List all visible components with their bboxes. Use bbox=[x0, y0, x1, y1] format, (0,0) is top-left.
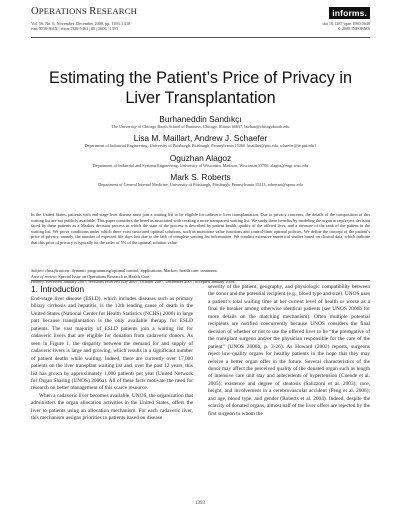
body-column-right bbox=[208, 284, 370, 418]
issn-line: issn 0030-364X | eissn 1526-5463 | 08 | 5606 | 1393 bbox=[31, 26, 118, 32]
area-text: : Special Issue on Operations Research in Health Care. bbox=[55, 273, 151, 279]
area-label: Area of review bbox=[31, 273, 56, 279]
author-affiliation: Department of Industrial Engineering, University of Pittsburgh, Pittsburgh, Pennsylvania 15260 {maillart@pitt.edu, schaefer@ie.pitt.edu} bbox=[84, 143, 317, 149]
body-paragraph: severity of the patient, geography, and physiologic compatibility between the donor and the potential recipient (e.g., blood type and size). UNOS uses a patient’s total waiting time at her current level of health or worse as a final tie breaker among otherwise identical patients (see UNOS 2006b for more details on the matching mechanism). Often multiple potential recipients are notified concurrently because UNOS considers the final decision of whether or not to use the offered liver to be “the prerogative of the transplant surgeon and/or the physician responsible for the care of the patient” (UNOS 2006b, p. 3-26). As Howard (2002) reports, surgeons reject low-quality organs for healthy patients in the hope that they may receive a better organ offer in the future. Several characteristics of the donor may affect the perceived quality of the donated organ such as length of intensive care unit stay and antecedents of hypertension (Cuende et al. 2005); existence and degree of steatosis (Salizzoni et al. 2003); race, height, and involvement in a cerebrovascular accident (Feng et al. 2006); and age, blood type, and gender (Roberts et al. 2004). Indeed, despite the scarcity of donated organs, almost half of the liver offers are rejected by the first surgeon to whom the bbox=[208, 284, 370, 417]
journal-name-part2: ESEARCH bbox=[96, 6, 138, 16]
history-label: History bbox=[31, 279, 44, 285]
journal-meta-right bbox=[210, 21, 370, 32]
journal-initial-r: R bbox=[89, 6, 97, 17]
abstract bbox=[31, 212, 370, 245]
journal-name-part1: PERATIONS bbox=[38, 6, 90, 16]
author-name: Oguzhan Alagoz bbox=[169, 152, 232, 163]
author-name: Burhaneddin Sandıkçı bbox=[159, 114, 242, 124]
author-block bbox=[31, 153, 370, 168]
author-block bbox=[31, 114, 370, 129]
body-paragraph: When a cadaveric liver becomes available, UNOS, the organization that administers the organ allocation activities in the United States, offers the liver to patients using an allocation mechanism. For each cadaveric liver, this mechanism assigns priorities to patients based on disease bbox=[31, 392, 193, 422]
keywords-block bbox=[31, 268, 370, 285]
history-text: : Received January 2007; revisions received July 2007, October 2007, December 2007; accepted January 2008. bbox=[43, 279, 236, 285]
journal-meta-left bbox=[31, 21, 211, 32]
author-name: Lisa M. Maillart, Andrew J. Schaefer bbox=[133, 133, 268, 144]
abstract-rule bbox=[31, 280, 370, 281]
abstract-text: In the United States, patients with end-stage liver disease must join a waiting list to be eligible for cadaveric liver transplantation. Due to privacy concerns, the details of the composition of this waiting list are not publicly available. This paper considers the benefits associated with creating a more transparent waiting list. We study these benefits by modeling the organ accept/reject decision faced by these patients as a Markov decision process in which the state of the process is described by patient health, quality of the offered liver, and a measure of the rank of the patient in the waiting list. We prove conditions under which there exist structured optimal solutions, such as monotone value functions and control-limit optimal policies. We define the concept of the patient’s price of privacy, namely, the number of expected life days lost due to the lack of complete waiting list information. We conduct extensive numerical studies based on clinical data, which indicate that this price of privacy is typically on the order of 5% of the optimal solution value. bbox=[31, 212, 370, 245]
body-column-left bbox=[31, 296, 193, 423]
informs-logo: informs. bbox=[329, 7, 370, 19]
section-heading: 1. Introduction bbox=[31, 284, 85, 294]
volume-line: Vol. 56, No. 6, November–December 2008, pp. 1393–1410 bbox=[31, 21, 131, 26]
copyright-line: © 2008 INFORMS bbox=[337, 26, 370, 32]
author-affiliation: Department of Industrial and Systems Engineering, University of Wisconsin, Madison, Wisconsin 53706, alagoz@engr.wisc.edu bbox=[92, 162, 309, 168]
author-list bbox=[31, 114, 370, 192]
page-number: 1393 bbox=[195, 501, 205, 506]
subject-text: : dynamic programming/optimal control: applications, Markov; health care: treatment. bbox=[69, 268, 218, 273]
body-paragraph: End-stage liver disease (ESLD), which includes diseases such as primary biliary cirrhosis and hepatitis, is the 12th leading cause of death in the United States (National Center for Health Statistics (NCHS) 2006) in large part because transplantation is the only available therapy for ESLD patients. The vast majority of ESLD patients join a waiting list for cadaveric livers that are eligible for donation from cadaveric donors. As seen in Figure 1, the disparity between the demand for and supply of cadaveric livers is large and growing, which results in a significant number of patient deaths while waiting. Indeed, there are currently over 17,000 patients on the liver transplant waiting list and, over the past 12 years, this list has grown by approximately 1,000 patients per year (United Network for Organ Sharing (UNOS) 2006a). All of these facts motivate the need for research on better management of this scarce resource. bbox=[31, 296, 193, 392]
subject-label: Subject classifications bbox=[31, 268, 70, 273]
author-block bbox=[31, 172, 370, 187]
author-name: Mark S. Roberts bbox=[170, 172, 231, 183]
paper-title: Estimating the Patient’s Price of Privacy in Liver Transplantation bbox=[49, 69, 352, 107]
journal-name bbox=[31, 6, 137, 17]
journal-initial-o: O bbox=[31, 6, 39, 17]
header-rule bbox=[31, 37, 370, 38]
doi-line: doi 10.1287/opre.1080.0648 bbox=[322, 21, 370, 26]
author-affiliation: The University of Chicago Booth School of Business, Chicago, Illinois 60637, burhan@chicagobooth.edu bbox=[111, 124, 290, 129]
author-affiliation: Department of General Internal Medicine, University of Pittsburgh, Pittsburgh, Pennsylvania 15213, robertsm@upmc.edu bbox=[98, 182, 303, 188]
author-block bbox=[31, 133, 370, 148]
